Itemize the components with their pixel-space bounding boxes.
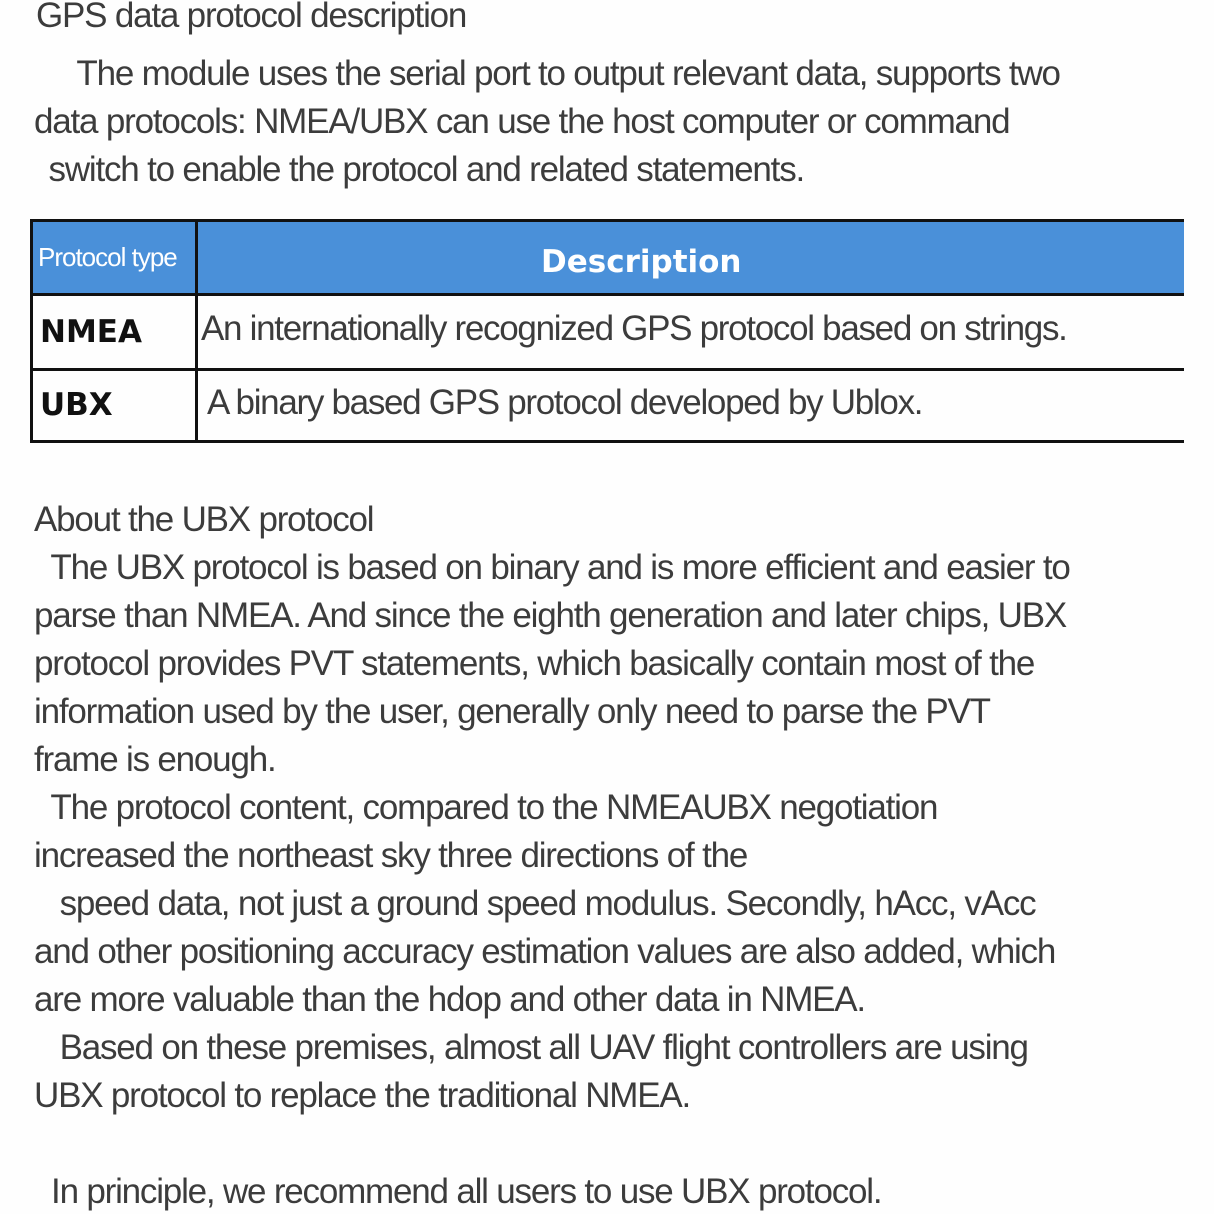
protocol-type-cell: NMEA: [40, 314, 142, 350]
body-line-8: speed data, not just a ground speed modulus. Secondly, hAcc, vAcc: [34, 884, 1036, 923]
header-protocol-type: Protocol type: [38, 242, 177, 272]
section-title-gps-protocol: GPS data protocol description: [36, 0, 467, 35]
body-line-11: Based on these premises, almost all UAV flight controllers are using: [34, 1028, 1028, 1067]
body-line-2: parse than NMEA. And since the eighth generation and later chips, UBX: [34, 596, 1067, 635]
body-line-6: The protocol content, compared to the NMEAUBX negotiation: [34, 788, 938, 827]
body-line-5: frame is enough.: [34, 740, 276, 779]
body-line-1: The UBX protocol is based on binary and is more efficient and easier to: [34, 548, 1070, 587]
body-line-4: information used by the user, generally only need to parse the PVT: [34, 692, 990, 731]
table-header-row: [33, 222, 1184, 296]
protocol-table: [30, 219, 1184, 443]
header-description: Description: [541, 244, 742, 280]
body-line-3: protocol provides PVT statements, which basically contain most of the: [34, 644, 1035, 683]
protocol-description-cell: A binary based GPS protocol developed by Ublox.: [207, 383, 923, 422]
protocol-type-cell: UBX: [40, 387, 113, 423]
table-row: [33, 371, 1184, 443]
intro-line-2: data protocols: NMEA/UBX can use the host computer or command: [34, 102, 1010, 141]
intro-line-1: The module uses the serial port to output relevant data, supports two: [60, 54, 1060, 93]
protocol-description-cell: An internationally recognized GPS protocol based on strings.: [201, 309, 1067, 348]
body-line-9: and other positioning accuracy estimation values are also added, which: [34, 932, 1056, 971]
table-column-divider: [195, 222, 198, 443]
section-title-ubx: About the UBX protocol: [34, 500, 374, 539]
body-line-12: UBX protocol to replace the traditional NMEA.: [34, 1076, 691, 1115]
recommendation-line: In principle, we recommend all users to use UBX protocol.: [34, 1172, 882, 1211]
body-line-10: are more valuable than the hdop and other data in NMEA.: [34, 980, 865, 1019]
body-line-7: increased the northeast sky three directions of the: [34, 836, 748, 875]
table-row: [33, 296, 1184, 371]
intro-line-3: switch to enable the protocol and related statements.: [40, 150, 805, 189]
